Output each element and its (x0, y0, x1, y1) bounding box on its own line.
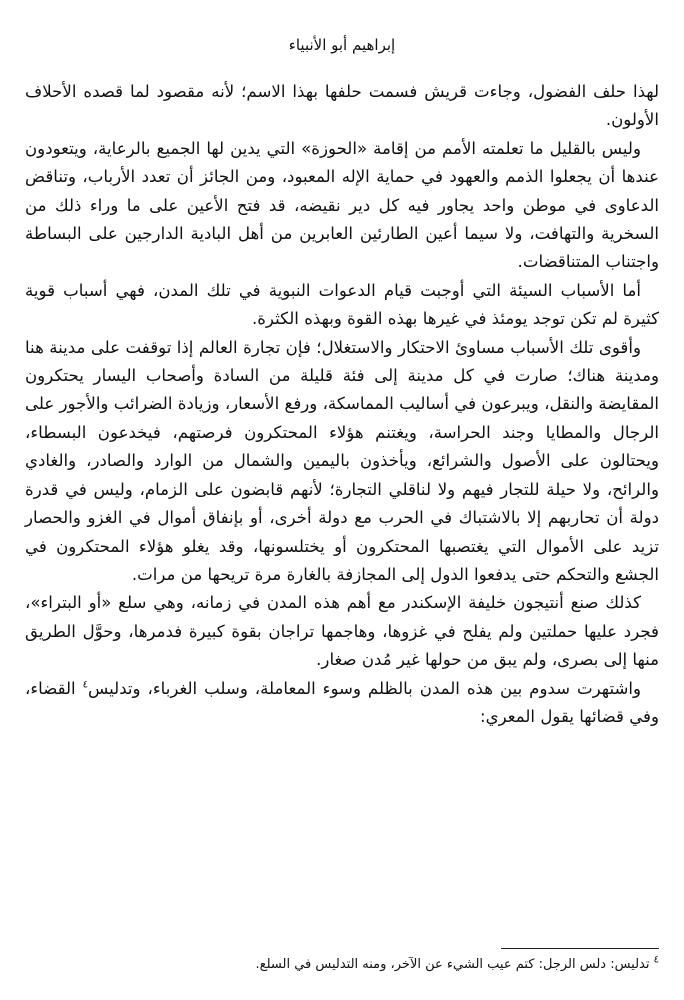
paragraph: أما الأسباب السيئة التي أوجبت قيام الدعوات النبوية في تلك المدن، فهي أسباب قوية كثيرة لم تكن توجد يومئذ في غيرها بهذه القوة وبهذه الكثرة. (25, 280, 659, 329)
paragraph: وليس بالقليل ما تعلمته الأمم من إقامة «الحوزة» التي يدين لها الجميع بالرعاية، ويتعودون عندها أن يجعلوا الذمم والعهود في حماية الإله المعبود، ومن الجائز أن تعدد الأرباب، وتناقض الدعاوى في موطن واحد يجاور فيه كل دير نقيضه، قد فتح الأعين على ما وراء ذلك من السخرية والتهافت، ولا سيما أعين الطارئين العابرين من أهل البادية الدارجين على البساطة واجتناب المتناقضات. (25, 138, 659, 272)
paragraph (25, 675, 659, 732)
paragraph: كذلك صنع أنتيجون خليفة الإسكندر مع أهم هذه المدن في زمانه، وهي سلع «أو البتراء»، فجرد عليها حملتين ولم يفلح في غزوها، وهاجمها تراجان بقوة كبيرة فدمرها، وحوَّل الطريق منها إلى بصرى، ولم يبق من حولها غير مُدن صغار. (25, 593, 659, 670)
footnote-number: ٤ (653, 954, 659, 966)
footnote-reference[interactable]: ٤ (82, 679, 88, 690)
paragraph-text: واشتهرت سدوم بين هذه المدن بالظلم وسوء المعاملة، وسلب الغرباء، وتدليس (88, 678, 641, 698)
paragraph: لهذا حلف الفضول، وجاءت قريش فسمت حلفها بهذا الاسم؛ لأنه مقصود لما قصده الأحلاف الأولون. (25, 82, 659, 130)
footnote (25, 955, 659, 975)
body-text (25, 78, 659, 731)
paragraph-text: القضاء، وفي قضائها يقول المعري: (25, 678, 659, 726)
footnote-text: تدليس: دلس الرجل: كتم عيب الشيء عن الآخر، ومنه التدليس في السلع. (255, 957, 654, 972)
footnote-divider (501, 948, 659, 949)
running-header: إبراهيم أبو الأنبياء (288, 36, 396, 54)
paragraph: وأقوى تلك الأسباب مساوئ الاحتكار والاستغلال؛ فإن تجارة العالم إذا توقفت على مدينة هنا ومدينة هناك؛ صارت في كل مدينة إلى فئة قليلة من السادة وأصحاب اليسار يحتكرون المقايضة والنقل، ويبرعون في أساليب المماسكة، ورفع الأسعار، وزيادة الضرائب والأجور على الرجال والمطايا وجند الحراسة، ويغتنم هؤلاء المحتكرون فرصتهم، فيخدعون البسطاء، ويحتالون على الأصول والشرائع، ويأخذون باليمين والشمال من الوارد والصادر، والغادي والرائح، ولا حيلة للتجار فيهم ولا لناقلي التجارة؛ لأنهم قابضون على الزمام، وليس في قدرة دولة أن تحاربهم إلا بالاشتباك في الحرب مع دولة أخرى، أو بإنفاق أموال في الغزو والحصار تزيد على الأموال التي يغتصبها المحتكرون أو يختلسونها، وقد يغلو هؤلاء المحتكرون في الجشع والتحكم حتى يدفعوا الدول إلى المجازفة بالغارة مرة تريحها من مرات. (25, 337, 659, 584)
